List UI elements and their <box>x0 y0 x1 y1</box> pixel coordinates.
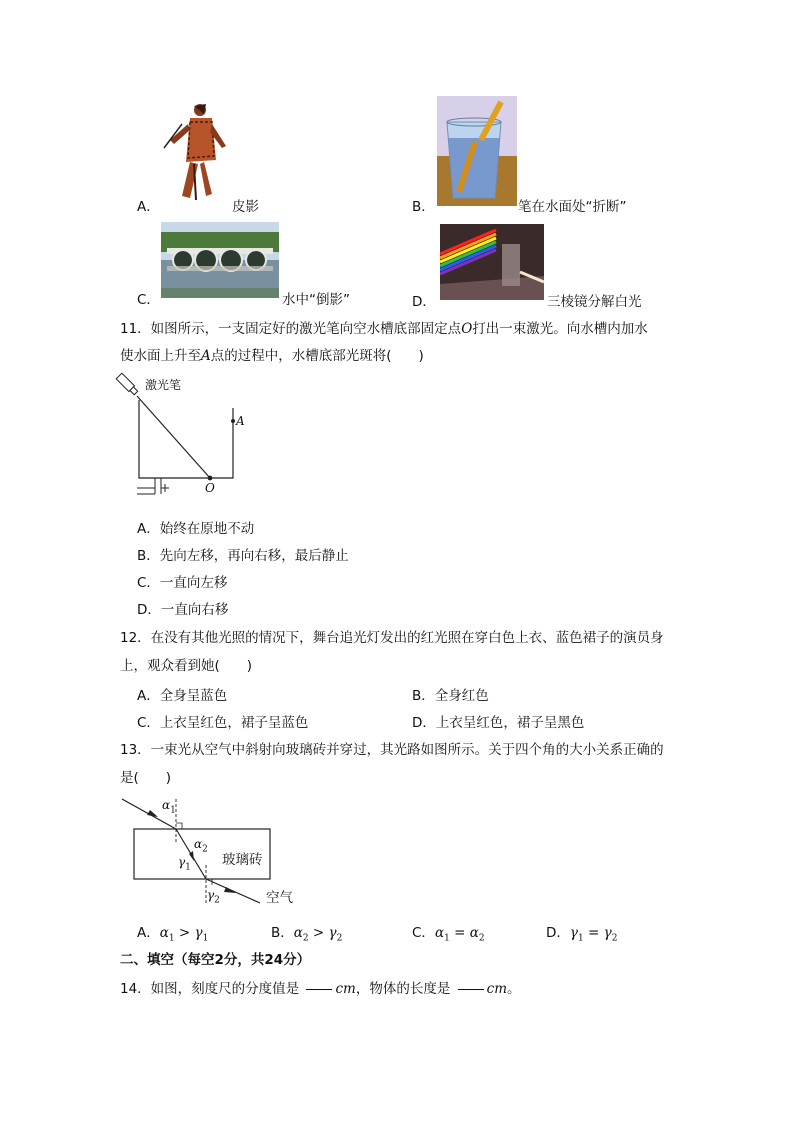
q11-text-a: 11．如图所示，一支固定好的激光笔向空水槽底部固定点 <box>120 321 462 337</box>
q11-option-a: A．始终在原地不动 <box>137 521 255 537</box>
q13-d-ls: 1 <box>577 933 584 944</box>
q13-b-op: > <box>308 925 329 941</box>
bridge-reflection-image <box>161 222 279 298</box>
angle-alpha2-label <box>194 837 208 854</box>
q13-c-right: α <box>469 925 479 941</box>
q13-b-left: α <box>293 925 303 941</box>
answer-blank-2[interactable] <box>458 988 484 990</box>
pencil-in-water-image <box>437 96 517 206</box>
q14-text-a: 14．如图，刻度尺的分度值是 <box>120 981 300 997</box>
q13-b-letter: B． <box>271 925 294 941</box>
q11-option-b: B．先向左移，再向右移，最后静止 <box>137 548 349 564</box>
alpha2-symbol: α <box>194 837 203 851</box>
figure-label-a: A <box>236 414 245 428</box>
q11-line2 <box>120 344 424 364</box>
q14-text-c: 。 <box>507 981 521 997</box>
q13-option-b <box>271 921 342 944</box>
q13-d-left: γ <box>569 925 578 941</box>
q13-c-left: α <box>434 925 445 941</box>
q12-option-a: A．全身呈蓝色 <box>137 688 228 704</box>
option-b-letter: B． <box>412 199 435 215</box>
option-c-letter: C． <box>137 292 160 308</box>
q11-option-d: D．一直向右移 <box>137 602 229 618</box>
q13-line2: 是( ) <box>120 770 172 786</box>
q11-point-o: O <box>461 321 473 337</box>
figure-label-o: O <box>205 481 215 495</box>
angle-alpha1-label <box>162 798 176 815</box>
option-d-caption: 三棱镜分解白光 <box>547 294 642 310</box>
q11-option-c: C．一直向左移 <box>137 575 228 591</box>
air-label: 空气 <box>266 890 293 906</box>
q13-d-rs: 2 <box>611 933 618 944</box>
gamma1-symbol: γ <box>178 855 186 869</box>
q11-line1 <box>120 317 648 337</box>
gamma2-sub: 2 <box>214 895 220 906</box>
q13-a-letter: A． <box>137 925 160 941</box>
option-d-letter: D． <box>412 294 436 310</box>
q13-a-right: γ <box>194 925 203 941</box>
q12-option-d: D．上衣呈红色，裙子呈黑色 <box>412 715 585 731</box>
laser-pen-label: 激光笔 <box>145 378 182 392</box>
q13-c-letter: C． <box>412 925 435 941</box>
q11-text-b: 打出一束激光。向水槽内加水 <box>472 321 648 337</box>
q13-c-op: = <box>449 925 470 941</box>
q11-point-a: A <box>201 348 211 364</box>
option-a-letter: A． <box>137 199 160 215</box>
q14-text-b: ，物体的长度是 <box>355 981 451 997</box>
option-b-caption: 笔在水面处“折断” <box>518 199 627 215</box>
q13-c-rs: 2 <box>478 933 485 944</box>
q13-d-right: γ <box>603 925 612 941</box>
glass-brick-label: 玻璃砖 <box>222 852 263 868</box>
q12-line2: 上，观众看到她( ) <box>120 658 253 674</box>
q13-a-left: α <box>159 925 169 941</box>
q14-unit-1: cm <box>335 981 356 997</box>
answer-blank-1[interactable] <box>306 988 332 990</box>
q12-option-b: B．全身红色 <box>412 688 489 704</box>
alpha1-symbol: α <box>162 798 171 812</box>
q13-a-ls: 1 <box>168 933 175 944</box>
angle-gamma2-label <box>207 888 220 905</box>
angle-gamma1-label <box>178 855 191 872</box>
q13-b-ls: 2 <box>302 933 309 944</box>
q13-d-letter: D． <box>546 925 570 941</box>
laser-tank-diagram <box>115 372 255 508</box>
shadow-puppet-image <box>160 100 230 208</box>
gamma1-sub: 1 <box>185 862 191 873</box>
q13-a-rs: 1 <box>202 933 209 944</box>
q13-a-op: > <box>174 925 195 941</box>
option-c-caption: 水中“倒影” <box>282 292 350 308</box>
q13-c-ls: 1 <box>444 933 450 944</box>
q13-option-c <box>412 921 485 944</box>
q13-line1: 13．一束光从空气中斜射向玻璃砖并穿过，其光路如图所示。关于四个角的大小关系正确的 <box>120 742 664 758</box>
q12-line1: 12．在没有其他光照的情况下，舞台追光灯发出的红光照在穿白色上衣、蓝色裙子的演员身 <box>120 630 664 646</box>
q14-unit-2: cm <box>486 981 508 997</box>
q13-option-d <box>546 921 617 944</box>
section-heading: 二、填空（每空2分，共24分） <box>120 952 311 968</box>
q13-b-rs: 2 <box>336 933 343 944</box>
q13-b-right: γ <box>328 925 337 941</box>
q11-text-d: 点的过程中，水槽底部光斑将( ) <box>210 348 424 364</box>
q12-option-c: C．上衣呈红色，裙子呈蓝色 <box>137 715 309 731</box>
q14-line <box>120 977 521 997</box>
alpha2-sub: 2 <box>202 844 208 855</box>
gamma2-symbol: γ <box>207 888 215 902</box>
alpha1-sub: 1 <box>170 805 176 816</box>
q11-text-c: 使水面上升至 <box>120 348 201 364</box>
prism-spectrum-image <box>440 224 544 300</box>
q13-option-a <box>137 921 208 944</box>
q13-d-op: = <box>583 925 604 941</box>
option-a-caption: 皮影 <box>232 199 259 215</box>
